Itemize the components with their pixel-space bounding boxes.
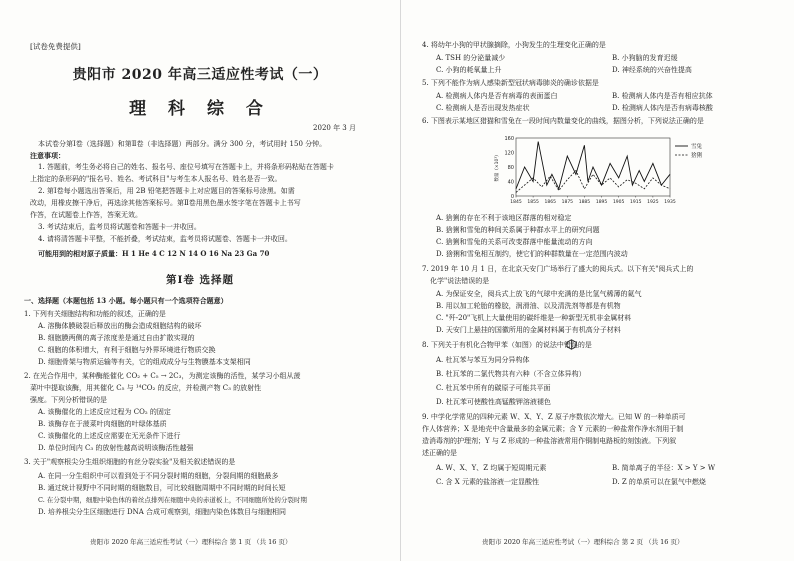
question-line: 强度。下列分析错误的是 <box>30 396 107 404</box>
question-8: 8. 下列关于有机化合物甲苯（如图）的说法中错误的是 <box>422 341 592 349</box>
question-line: 述正确的是 <box>422 449 457 457</box>
question-line: 造消毒剂的护理剂；Y 与 Z 形成的一种盐溶液常用作铜制电路板的刻蚀液。下列叙 <box>422 437 677 445</box>
option-line: C. 在分裂中期，细胞中染色体的着丝点排列在细胞中央的赤道板上，不同细胞所处的分裂时期 <box>38 496 307 504</box>
x-tick-label: 1905 <box>612 200 625 205</box>
option-line: C. 细胞的体积增大，有利于细胞与外界环境进行物质交换 <box>38 346 216 354</box>
option-line: C. 含 X 元素的盐溶液一定显酸性 <box>436 478 539 486</box>
option-line: A. W、X、Y、Z 均属于短周期元素 <box>436 464 547 472</box>
exam-subtitle: 理 科 综 合 <box>129 99 271 119</box>
option-line: D. 培养根尖分生区细胞进行 DNA 合成可观察到，细胞内染色体数目与细胞相同 <box>38 508 287 516</box>
option-line: D. 单位时间内 C₃ 的放射性越高说明该酶活性越强 <box>38 444 194 452</box>
question-line: 作人体营养；X 是地壳中含量最多的金属元素；含 Y 元素的一种盐常作净水剂用于制 <box>422 425 684 433</box>
question-2: 2. 在光合作用中，某种酶能催化 CO₂ + C₅ → 2C₃，为测定该酶的活性，某学习小组从菠 <box>24 372 301 380</box>
option-line: D. 神经系统的兴奋性提高 <box>612 66 692 74</box>
question-9: 9. 中学化学常见的四种元素 W、X、Y、Z 原子序数依次增大。已知 W 的一种单质可 <box>422 413 686 421</box>
page-footer: 贵阳市 2020 年高三适应性考试（一）理科综合 第 1 页 （共 16 页） <box>90 538 292 546</box>
option-line: B. 细胞膜两侧的离子浓度差是通过自由扩散实现的 <box>38 334 195 342</box>
note-line: 改动，用橡皮擦干净后，再选涂其他答案标号。第Ⅱ卷用黑色墨水签字笔在答题卡上书写 <box>30 199 301 207</box>
page-footer: 贵阳市 2020 年高三适应性考试（一）理科综合 第 2 页 （共 16 页） <box>482 538 684 546</box>
series-line-1 <box>516 171 670 193</box>
right-page <box>402 0 794 561</box>
question-line: 化学"说法错误的是 <box>430 277 490 285</box>
note-line: 2. 第Ⅰ卷每小题选出答案后，用 2B 铅笔把答题卡上对应题目的答案标号涂黑。如需 <box>38 187 295 195</box>
y-tick-label: 80 <box>507 165 514 171</box>
option-line: D. 猞猁和雪兔相互制约，使它们的种群数量在一定范围内波动 <box>436 250 628 258</box>
option-line: A. 该酶催化的上述反应过程为 CO₂ 的固定 <box>38 408 171 416</box>
option-line: B. 猞猁和雪兔的种间关系属于种群水平上的研究问题 <box>436 226 600 234</box>
exam-date: 2020 年 3 月 <box>313 124 356 132</box>
question-1: 1. 下列有关细胞结构和功能的叙述，正确的是 <box>24 310 166 318</box>
x-tick-label: 1895 <box>595 200 608 205</box>
option-line: A. 在同一分生组织中可以看到处于不同分裂时期的细胞，分裂间期的细胞最多 <box>38 472 279 480</box>
option-line: C. 猞猁和雪兔的关系可改变群落中能量流动的方向 <box>436 238 593 246</box>
note-line: 3. 考试结束后，监考员将试题卷和答题卡一并收回。 <box>38 223 201 231</box>
option-line: A. 溶酶体膜破裂后释放出的酶会造成细胞结构的破坏 <box>38 322 202 330</box>
notes-header: 注意事项： <box>30 151 65 160</box>
y-tick-label: 120 <box>504 150 514 157</box>
x-tick-label: 1885 <box>578 200 591 205</box>
option-line: B. 简单离子的半径：X > Y > W <box>612 464 716 472</box>
option-line: C. 检测病人是否出现发热症状 <box>436 104 530 112</box>
section-title: 第Ⅰ卷 选择题 <box>165 274 235 286</box>
exam-title: 贵阳市 2020 年高三适应性考试（一） <box>72 67 328 83</box>
stamp-label: [试卷免费提供] <box>30 42 81 51</box>
x-tick-label: 1865 <box>544 200 556 205</box>
y-axis-label: 数量（×10³） <box>495 152 500 182</box>
option-line: B. 小狗脑的发育迟缓 <box>612 54 678 62</box>
note-line: 上指定的条形码的"报名号、姓名、考试科目"与考生本人报名号、姓名是否一致。 <box>30 175 282 183</box>
x-tick-label: 1845 <box>510 200 522 205</box>
series-line-0 <box>516 142 670 189</box>
question-6: 6. 下图表示某地区猎猫和雪兔在一段时间内数量变化的曲线，据图分析，下列说法正确的是 <box>422 117 704 125</box>
question-5: 5. 下列不能作为病人感染新型冠状病毒肺炎的确诊依据是 <box>422 79 599 87</box>
option-line: C. "歼-20"飞机上大量使用的碳纤维是一种新型无机非金属材料 <box>436 314 632 322</box>
option-line: D. 天安门上悬挂的国徽所用的金属材料属于有机高分子材料 <box>436 326 621 334</box>
option-line: D. 检测病人体内是否有病毒核酸 <box>612 104 713 112</box>
note-line: 4. 请将清答题卡平整，不能折叠，考试结束，监考员将试题卷、答题卡一并收回。 <box>38 235 292 243</box>
option-line: A. TSH 的分泌量减少 <box>436 54 506 62</box>
option-line: D. Z 的单质可以在氯气中燃烧 <box>612 478 706 486</box>
note-line: 1. 答题前，考生务必将自己的姓名、报名号、座位号填写在答题卡上，并将条形码粘贴在答题卡 <box>38 163 334 171</box>
x-tick-label: 1875 <box>561 200 574 205</box>
option-line: B. 杜瓦苯的二氯代物共有六种（不含立体异构） <box>436 370 586 378</box>
page-divider <box>400 0 401 561</box>
option-line: A. 杜瓦苯与苯互为同分异构体 <box>436 356 530 364</box>
dewar-benzene-icon <box>566 339 577 350</box>
x-tick-label: 1855 <box>527 200 539 205</box>
legend-label: 雪兔 <box>691 144 703 150</box>
option-line: B. 用以加工轮胎的橡胶，润滑油、以及清洗剂等都是有机物 <box>436 302 621 310</box>
question-3: 3. 关于"观察根尖分生组织细胞的有丝分裂实验"及相关叙述错误的是 <box>24 458 236 466</box>
option-line: A. 猞猁的存在不利于该地区群落的相对稳定 <box>436 214 572 222</box>
option-line: B. 该酶存在于菠菜叶肉细胞的叶绿体基质 <box>38 420 167 428</box>
x-tick-label: 1935 <box>664 200 676 205</box>
option-line: D. 杜瓦苯可使酸性高锰酸钾溶液褪色 <box>436 398 551 406</box>
note-line: 作答，在试题卷上作答，答案无效。 <box>30 211 142 219</box>
option-line: D. 细胞骨架与物质运输等有关，它的组成成分与生物膜基本支架相同 <box>38 358 251 366</box>
intro-text: 本试卷分第Ⅰ卷（选择题）和第Ⅱ卷（非选择题）两部分。满分 300 分，考试用时 150 分钟。 <box>38 140 327 148</box>
question-7: 7. 2019 年 10 月 1 日，在北京天安门广场举行了盛大的阅兵式。以下有关"阅兵式上的 <box>422 265 694 273</box>
option-line: C. 小狗的耗氧量上升 <box>436 66 502 74</box>
y-tick-label: 160 <box>504 136 514 142</box>
option-line: B. 通过统计视野中不同时期的细胞数目，可比较细胞周期中不同时期的时间长短 <box>38 484 286 492</box>
option-line: B. 检测病人体内是否有相应抗体 <box>612 92 713 100</box>
chart-series <box>516 142 670 193</box>
y-tick-label: 0 <box>510 194 514 200</box>
part-header: 一、选择题（本题包括 13 小题。每小题只有一个选项符合题意） <box>24 296 228 305</box>
option-line: A. 为保证安全，阅兵式上放飞的气球中充满的是比氢气稀薄的氦气 <box>436 290 642 298</box>
option-line: C. 该酶催化的上述反应需要在无光条件下进行 <box>38 432 181 440</box>
question-4: 4. 将幼年小狗的甲状腺摘除，小狗发生的生理变化正确的是 <box>422 41 606 49</box>
atomic-masses: 可能用到的相对原子质量：H 1 He 4 C 12 N 14 O 16 Na 23 Ga 70 <box>38 249 270 258</box>
x-tick-label: 1925 <box>647 200 659 205</box>
x-tick-label: 1915 <box>630 200 642 205</box>
question-line: 菜叶中提取该酶，用其催化 C₅ 与 ¹⁴CO₂ 的反应，并检测产物 C₃ 的放射性 <box>30 384 262 392</box>
option-line: C. 杜瓦苯中所有的碳原子可能共平面 <box>436 384 551 392</box>
option-line: A. 检测病人体内是否有病毒的表面蛋白 <box>436 92 558 100</box>
legend-label: 猞猁 <box>691 153 703 159</box>
chart-legend <box>675 142 703 159</box>
population-chart <box>490 132 720 208</box>
y-tick-label: 40 <box>507 179 514 186</box>
